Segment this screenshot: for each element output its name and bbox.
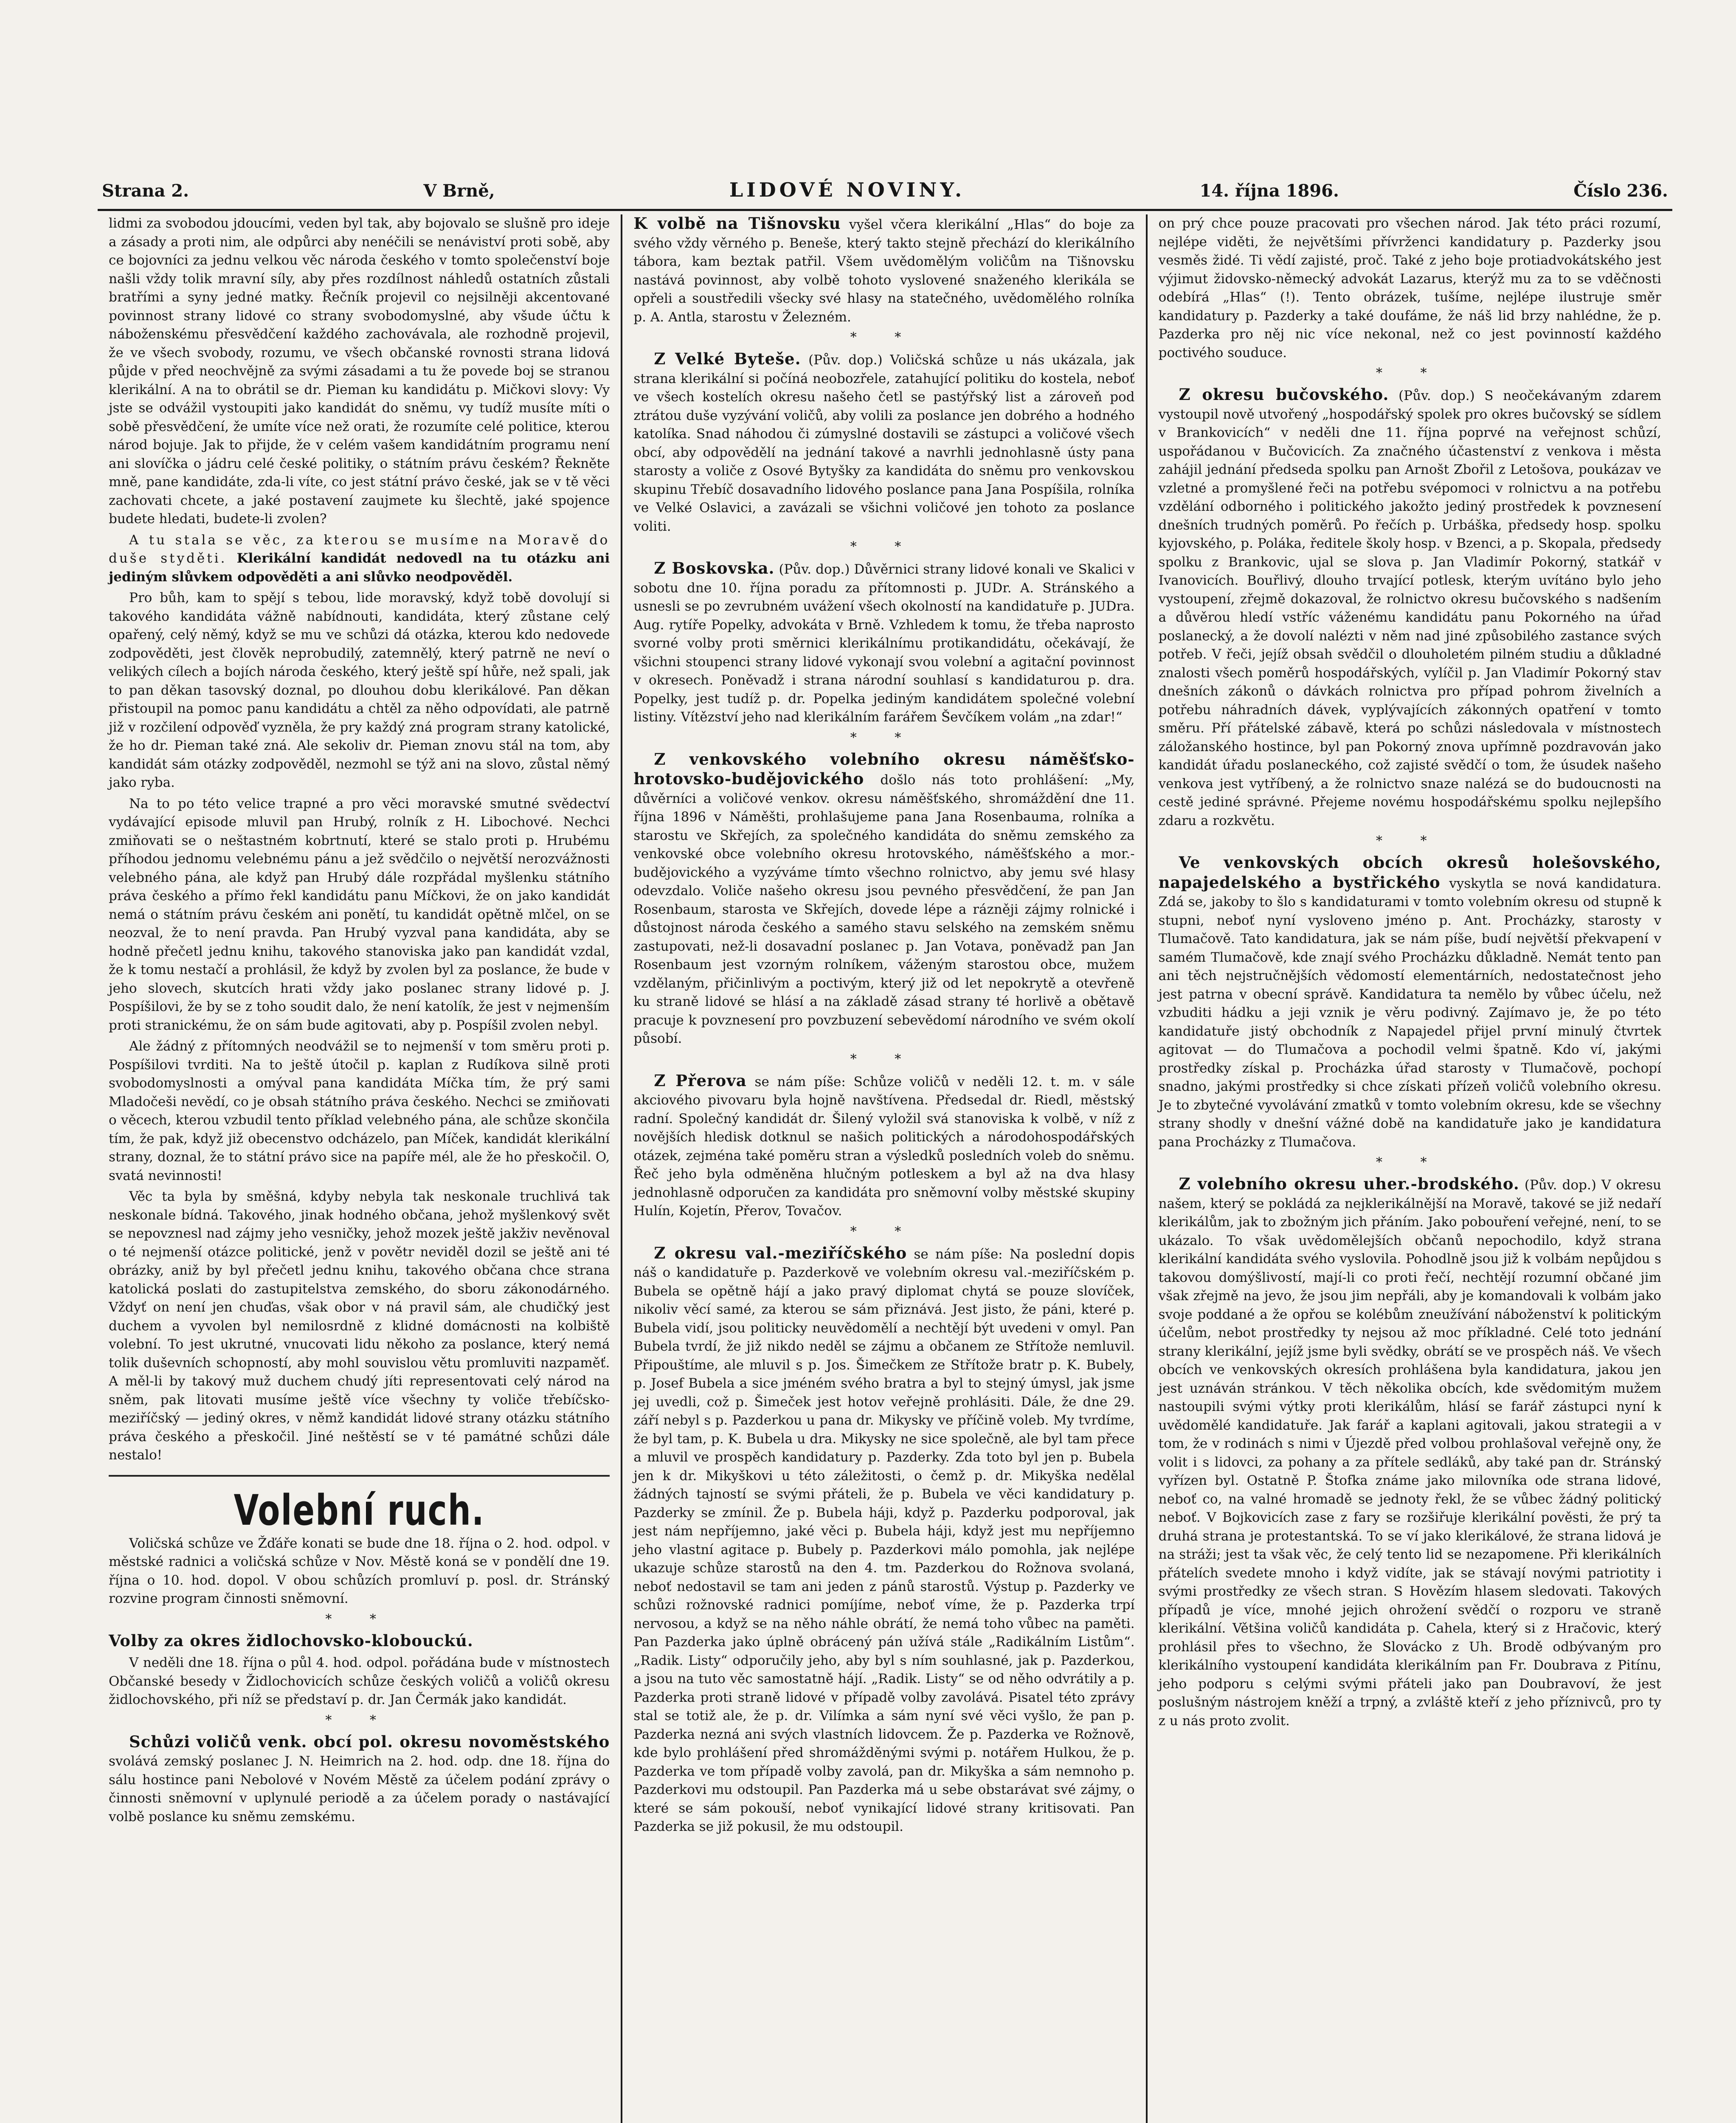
column-3 xyxy=(1148,214,1672,2123)
separator-stars: * * xyxy=(1376,833,1444,848)
news-item xyxy=(633,1072,1134,1221)
separator-stars: * * xyxy=(850,539,918,554)
place: V Brně, xyxy=(423,181,495,201)
item-headline: Volby za okres židlochovsko-klobouckú. xyxy=(109,1631,473,1650)
item-text: vyšel včera klerikální „Hlas“ do boje za svého vždy věrného p. Beneše, který takto stejně přechází do klerikálního tábora, kam beztak patřil. Všem uvědomělým voličům na Tišnovsku nastává povinnost, aby volbě tohoto vyslovené snaženého klerikála se opřeli a soustředili všecky své hlasy na statečného, uvědomělého rolníka p. A. Antla, starostu v Železném. xyxy=(633,217,1135,325)
article-paragraph: Pro bůh, kam to spějí s tebou, lide moravský, když tobě dovolují si takového kandidáta vážně nabídnouti, kandidáta, který zůstane celý opařený, celý němý, když se mu ve schůzi dá otázka, kterou kdo nedovede zodpověděti, jest člověk neprobudilý, zatemnělý, který patrně ne neví o velikých cílech a bojích národa českého, který ještě spí hůře, než spali, jak to pan děkan tasovský doznal, po dlouhou dobu klerikálové. Pan děkan přistoupil na pomoc panu kandidátu a chtěl za něho odpovídati, ale patrně již v rozčilení odpověď vyzněla, že pry každý zná program strany katolické, že ho dr. Pieman také zná. Ale sekoliv dr. Pieman znovu stál na tom, aby kandidát sám otázky zodpověděl, nezmohl se týž ani na slovo, zůstal němý jako ryba. xyxy=(109,590,610,790)
item-text: (Pův. dop.) Důvěrnici strany lidové konali ve Skalici v sobotu dne 10. října poradu za přítomnosti p. JUDr. A. Stránského a usnesli se po zevrubném uvážení všech okolností na kandidatuře p. JUDra. Aug. rytíře Popelky, advokáta v Brně. Vzhledem k tomu, že třeba naprosto svorné volby proti směrnici klerikálnímu protikandidátu, očekávají, že všichni stoupenci strany lidové vykonají svou volební a agitační povinnost v okresech. Poněvadž i strana národní souhlasí s kandidaturou p. dra. Popelky, jest tudíž p. dr. Popelka jediným kandidátem společné volební listiny. Vítězství jeho nad klerikálním farářem Ševčíkem volám „na zdar!“ xyxy=(633,562,1135,725)
item-headline: Z Boskovska. xyxy=(654,559,775,577)
item-headline: K volbě na Tišnovsku xyxy=(633,214,841,233)
item-text: se nám píše: Schůze voličů v neděli 12. t. m. v sále akciového pivovaru byla hojně navštívena. Předsedal dr. Riedl, městský radní. Společný kandidát dr. Šilený vyložil svá stanoviska k volbě, v níž z novějších hledisk dotknul se našich politických a národohospodářských otázek, zejména také poměru stran a výsledků posledních voleb do sněmu. Řeč jeho byla odměněna hlučným potleskem a byl až na dva hlasy jednohlasně odporučen za kandidáta pro sněmovní volby městské skupiny Hulín, Kojetín, Přerov, Tovačov. xyxy=(633,1074,1135,1219)
item-text: došlo nás toto prohlášení: „My, důvěrníci a voličové venkov. okresu náměšťského, shromáždění dne 11. října 1896 v Náměšti, prohlašujeme pana Jana Rosenbauma, rolníka a starostu ve Skřejích, za společného kandidáta do sněmu zemského za venkovské obce volebního okresu hrotovského, náměšťského a mor.-budějovického a vyzýváme tímto všechno rolnictvo, aby jemu své hlasy odevzdalo. Voliče našeho okresu jsou pevného přesvědčení, že pan Jan Rosenbaum, starosta ve Skřejích, dovede lépe a rázněji zájmy rolnické i důstojnost národa českého a samého stavu selského na zemském sněmu zastupovati, než-li dosavadní poslanec p. Jan Votava, poněvadž pan Jan Rosenbaum jest vzorným rolníkem, váženým starostou obce, mužem vzdělaným, přičinlivým a poctivým, který již od let nepokrytě a otevřeně ku straně lidové se hlásí a na základě zásad strany té horlivě a obětavě pracuje k povznesení pro povzbuzení sebevědomí národního ve svém okolí působí. xyxy=(633,772,1135,1046)
item-headline: Z Přerova xyxy=(654,1071,747,1090)
running-header xyxy=(98,178,1672,211)
item-text: svolává zemský poslanec J. N. Heimrich na 2. hod. odp. dne 18. října do sálu hostince pani Nebolové v Novém Městě za účelem podání zprávy o činnosti sněmovní v uplynulé periodě a za účelem porady o nastávající volbě poslance ku sněmu zemskému. xyxy=(109,1754,610,1825)
news-item xyxy=(633,214,1134,327)
separator-stars: * * xyxy=(850,1224,918,1239)
item-headline: Z okresu val.-meziříčského xyxy=(654,1243,907,1262)
news-item xyxy=(633,1244,1134,1836)
item-headline: Schůzi voličů venk. obcí pol. okresu novoměstského xyxy=(129,1732,610,1751)
separator-stars: * * xyxy=(1376,1155,1444,1170)
issue-number: Číslo 236. xyxy=(1573,181,1668,201)
item-headline: Ve venkovských obcích okresů holešovského, napajedelského a bystřického xyxy=(1158,853,1661,892)
item-headline: Z venkovského volebního okresu náměšťsko-hrotovsko-budějovického xyxy=(633,749,1135,788)
news-item xyxy=(1159,386,1661,830)
news-item-heading xyxy=(109,1632,610,1652)
article-paragraph: lidmi za svobodou jdoucími, veden byl tak, aby bojovalo se slušně pro ideje a zásady a proti nim, ale odpůrci aby nenéčili se nenáviství proti sobě, aby ce bojovníci za jednu velkou věc národa českého v tomto společenství boje našli vždy tolik mravní síly, aby přes rozdílnost náhledů ostatních zůstali bratřími a syny jedné matky. Řečník projevil co nejsilněji akcentované povinnost strany lidové co strany svobodomyslné, aby všude účtu k náboženskému přesvědčení každého zachovávala, ale rozhodně projevil, že ve všech svobody, rozumu, ve všech občanské rovnosti strana lidová půjde v před neochvějně za svými zásadami a tu že povede boj se stranou klerikální. A na to obrátil se dr. Pieman ku kandidátu p. Mičkovi slovy: Vy jste se odvážil vystoupiti jako kandidát do sněmu, vy tudíž musíte míti o sobě přesvědčení, že umíte více než orati, že rozumíte celé politice, kterou národ bojuje. Jak to přijde, že v celém vašem kandidátním programu není ani slovíčka o jádru celé české politiky, o státním právu českém? Řekněte mně, pane kandidáte, zda-li víte, co jest státní právo české, jak se v tě věci zachovati chcete, a jaké postavení zaujmete ku šlechtě, jaké spojence budete hledati, budete-li zvolen? xyxy=(109,216,610,527)
issue-date: 14. října 1896. xyxy=(1199,181,1339,201)
item-text: se nám píše: Na poslední dopis náš o kandidatuře p. Pazderkově ve volebním okresu val.-meziříčském p. Bubela se opětně hájí a jako pravý diplomat chytá se pouze slovíček, nikoliv věcí samé, za kterou se sám přiznává. Jest jisto, že páni, které p. Bubela vidí, jsou politicky neuvědomělí a nechtějí být uvedeni v omyl. Pan Bubela tvrdí, že již nikdo neděl se zájmu a občanem ze Střítože nemluvil. Připouštíme, ale mluvil s p. Jos. Šimečkem ze Střítože bratr p. K. Bubely, p. Josef Bubela a sice jméném svého bratra a byl to stejný úmysl, jak jsme jej uvedli, což p. Šimeček jest hotov veřejně prohlásiti. Dále, že dne 29. září nebyl s p. Pazderkou u pana dr. Mikysky ve příčině voleb. My tvrdíme, že byl tam, p. K. Bubela u dra. Mikysky ne sice společně, ale byl tam přece a mluvil ve prospěch kandidatury p. Pazderky. Zda toto byl jen p. Bubela jen k dr. Mikyškovi u této záležitosti, o čemž p. dr. Mikyška nedělal žádných tajností se svými přáteli, že p. Bubela ve věci kandidatury p. Pazderky se zmínil. Že p. Bubela háji, když p. Pazderku podporoval, jak jest nám nepříjemno, jaké věci p. Bubela háji, když jest mu nepříjemno jeho vlastní agitace p. Bubely p. Pazderkovi málo pomohla, jak nejlépe ukazuje schůze starostů na den 4. tm. Pazderkou do Rožnova svolaná, neboť nedostavil se tam ani jeden z pánů starostů. Výstup p. Pazderky ve schůzi rožnovské radnici pomíjíme, neboť víme, že p. Pazderka trpí nervosou, a když se na něho náhle obrátí, že nemá toho vůbec na paměti. Pan Pazderka jako úplně obrácený pán užívá stále „Radikálním Listům“. „Radik. Listy“ odporučily jeho, aby byl s ním souhlasné, jak p. Pazderkou, a jsou na tuto věc samostatně hájí. „Radik. Listy“ se od něho odvrátily a p. Pazderka proti straně lidové v případě volby zavolává. Pisatel této zprávy stal se totiž ale, že p. dr. Vilímka a sám nyní své věci vyšlo, že pan p. Pazderka nezná ani svých vlastních lidovcem. Že p. Pazderka ve Rožnově, kde bylo prohlášení před shromážděnými svými p. notářem Hulkou, že p. Pazderka ve tom případě volby zavolá, pan dr. Mikyška a sám nemnoho p. Pazderkovi mu odstoupil. Pan Pazderka má u sebe obstarávat své zájmy, o které se sám pokouší, neboť vynikající lidové strany kritisovati. Pan Pazderka se již pokusil, že mu odstoupil. xyxy=(633,1246,1135,1834)
article-paragraph: Na to po této velice trapné a pro věci moravské smutné svědectví vydávající episode mluvil pan Hrubý, rolník z H. Libochové. Nechci zmiňovati se o neštastném kobrtnutí, které se stalo proti p. Hrubému příhodou jednomu velebnému pánu a jež svědčilo o největší nerozvážnosti velebného pána, ale když pan Hrubý dále rozpřádal myšlenku státního práva českého a přímo řekl kandidátu panu Míčkovi, že on jako kandidát nemá o státním právu českém ani ponětí, tu kandidát opětně mlčel, on se neozval, že to není pravda. Pan Hrubý vyzval pana kandidáta, aby se hodně přečetl jednu knihu, takového stanoviska jako pan kandidát vzdal, že k tomu nestačí a prohlásil, že když by zvolen byl za poslance, že bude v jeho slovech, skutcích hrati vždy jako poslanec strany lidové p. J. Pospíšilovi, že by se z toho soudit dalo, že není katolík, že jest v nejmenším proti stranickému, že on sám bude agitovati, aby p. Pospíšil zvolen nebyl. xyxy=(109,796,610,1033)
article-paragraph: on prý chce pouze pracovati pro všechen národ. Jak této práci rozumí, nejlépe viděti, že největšími přívrženci kandidatury p. Pazderky jsou vesměs židé. Ti vědí zajisté, proč. Také z jeho boje protiadvokátského jest výjimut židovsko-německý advokát Lazarus, kterýž mu za to se vděčnosti odebírá „Hlas“ (!). Tento obrázek, tušíme, nejlépe ilustruje směr kandidatury p. Pazderky a také doufáme, že náš lid brzy nahlédne, že p. Pazderka pro něj nic více nekonal, než co jest povinností každého poctivého souduce. xyxy=(1158,216,1661,360)
news-item xyxy=(633,350,1134,536)
separator-stars: * * xyxy=(850,330,918,345)
separator-stars: * * xyxy=(325,1712,393,1728)
item-text: (Pův. dop.) Voličská schůze u nás ukázala, jak strana klerikální si počíná neobozřele, zatahující politiku do kostela, neboť ve všech kostelích okresu našeho četl se pastýřský list a zároveň pod ztrátou duše vyzývání voličů, aby volili za poslance jen dobrého a hodného katolíka. Snad náhodou či zúmyslné dostavili se zástupci a voličové všech obcí, aby odpovědělí na jednání takové a navrhli jednohlasně ústy pana starosty a voliče z Osové Bytyšky za kandidáta do sněmu pro venkovskou skupinu Třebíč dosavadního lidového poslance pana Jana Pospíšila, rolníka ve Velké Oslavici, a zavázali se všichni voličové jen tohoto za poslance voliti. xyxy=(633,352,1135,534)
item-text: vyskytla se nová kandidatura. Zdá se, jakoby to šlo s kandidaturami v tomto volebním okresu od stupně k stupni, neboť nyní vysloveno jméno p. Ant. Procházky, starosty v Tlumačově. Tato kandidatura, jak se nám píše, budí největší překvapení v samém Tlumačově, kde znají svého Procházku důkladně. Nemát tento pan ani těch nejstručnějších vědomostí elementárních, nedostatečnost jeho jest patrna v obecní správě. Kandidatura ta nemělo by vůbec účelu, než vzbuditi hádku a jeji vznik je věru podivný. Zajímavo je, že po této kandidatuře jistý obchodník z Napajedel přijel první minulý čtvrtek agitovat — do Tlumačova a pochodil velmi špatně. Kdo ví, jakými prostředky získal p. Procházka úřad starosty v Tlumačově, pochopí snadno, jakými prostředky si chce získati přízeň voličů volebního okresu. Je to zbytečné vyvolávání zmatků v tomto volebním okresu, kde se všechny strany shodly v dnešní vážné době na kandidatuře jako je kandidatura pana Procházky z Tlumačova. xyxy=(1158,876,1661,1150)
article-paragraph: Ale žádný z přítomných neodvážil se to nejmenší v tom směru proti p. Pospíšilovi tvrditi. Na to ještě útočil p. kaplan z Rudíkova silně proti svobodomyslnosti a omýval pana kandidáta Míčka tím, že prý sami Mladočeši nevědí, co je obsah státního práva českého. Nechci se zmiňovati o věcech, kterou vzbudil tento příklad velebného pána, ale schůze skončila tím, že pak, když již obecenstvo odcházelo, pan Míček, kandidát klerikální strany, doznal, že to státní právo sice na papíře mél, ale že ho přeskočil. O, svatá nevinnosti! xyxy=(109,1039,610,1183)
news-item: V neděli dne 18. října o půl 4. hod. odpol. pořádána bude v místnostech Občanské besedy v Židlochovicích schůze českých voličů a voličů okresu židlochovského, při níž se představí p. dr. Jan Čermák jako kandidát. xyxy=(109,1655,610,1707)
news-item xyxy=(109,1733,610,1827)
column-2 xyxy=(622,214,1147,2123)
item-text: (Pův. dop.) S neočekávaným zdarem vystoupil nově utvořený „hospodářský spolek pro okres bučovský se sídlem v Brankovicích“ v neděli dne 11. října poprvé na veřejnost schůzí, uspořádanou v Bučovicích. Za značného účastenství z venkova i města zahájil jednání předseda spolku pan Arnošt Zbořil z Letošova, poukázav ve vzletné a promyšlené řeči na potřebu svépomoci v rolnictvu a na potřebu vzdělání odborného i politického jakožto jediný prostředek k povznesení dnešních trudných poměrů. Po řečích p. Urbáška, předsedy hosp. spolku kyjovského, p. Poláka, ředitele školy hosp. v Bzenci, a p. Skopala, předsedy spolku z Brankovic, ujal se slova p. Jan Vladimír Pokorný, statkář v Ivanovicích. Bouřlivý, dlouho trvající potlesk, kterým uvítáno bylo jeho vystoupení, zřejmě dokazoval, že rolnictvo okresu bučovského s nadšením a důvěrou hledí vstříc váženému kandidátu panu Pokorného na úřad poslanecký, a že dovolí nalézti v něm nad jiné způsobilého zastance svých potřeb. V řeči, jejíž obsah svědčil o dlouholetém pilném studiu a důkladné znalosti všech poměrů hospodářských, vylíčil p. Jan Vladimír Pokorný stav dnešních zákonů o dávkách rolnictva pro případ pohrom živelních a potřebu náhradních dávek, vyplývajících zákonných opatření v tomto směru. Pří přátelské zábavě, která po schůzi následovala v místnostech záložanského hostince, byl pan Pokorný znova upřímně pozdravován jako kandidát úřadu poslaneckého, což zajisté svědčí o tom, že úsudek našeho venkova jest vytříbený, a že rolnictvo snaze nalézá se do budoucnosti na cestě jediné správné. Přejeme novému hospodářskému spolku nejlepšího zdaru a rozkvětu. xyxy=(1158,388,1661,828)
section-heading: Volební ruch. xyxy=(109,1475,610,1534)
page-number: Strana 2. xyxy=(102,181,189,201)
bold-statement: Klerikální kandidát nedovedl na tu otázku ani jediným slůvkem odpověděti a ani slůvko neodpověděl. xyxy=(109,551,610,585)
column-1 xyxy=(98,214,622,2123)
masthead-title: LIDOVÉ NOVINY. xyxy=(729,178,965,201)
item-headline: Z okresu bučovského. xyxy=(1179,385,1389,404)
columns xyxy=(98,214,1672,2123)
news-item xyxy=(1159,1175,1661,1730)
news-item: Voličská schůze ve Žďáře konati se bude dne 18. října o 2. hod. odpol. v městské radnici a voličská schůze v Nov. Městě koná se v pondělí dne 19. října o 10. hod. dopol. V obou schůzích promluví p. posl. dr. Stránský rozvine program činnosti sněmovní. xyxy=(109,1535,610,1606)
news-item xyxy=(1159,853,1661,1152)
item-text: (Pův. dop.) V okresu našem, který se pokládá za nejklerikálnější na Moravě, takové se již nedaří klerikálům, jak to zbožným jich přáním. Jako pobouření veřejné, není, to se ukázalo. To však uvědomělejších občanů nepochodilo, když strana klerikální kandidáta svého vyslovila. Pohodlně jsou již k volbám nepůjdou s takovou domýšlivostí, mají-li co proti řečí, nechtějí rozumní občané jim však zřejmě na jevo, že jsou jim nepřáli, aby je komandovali k volbám jako svoje poddané a že opřou se kolébům zneužívání náboženství k politickým účelům, nebot prostředky ty nejsou až moc příkladné. Celé toto jednání strany klerikální, jejíž jsme byli svědky, obrátí se ve prospěch náš. Ve všech obcích ve venkovských okresích prohlášena byla kandidatura, jakou jen jest uznáván stránkou. V těch několika obcích, kde svědomitým mužem nastoupili svými výtky proti klerikálům, hlásí se farář zástupci nyní k uvědomělé kandidatuře. Jak farář a kaplani agitovali, jakou strategii a v tom, že v rodinách s nimi v Újezdě před volbou prohlašoval veřejně ony, že volit i s lidovci, za pohany a za přítele sedláků, aby také pan dr. Stránský vyřízen byl. Ostatně P. Štofka známe jako milovníka ode strana lidové, neboť co, na valné hromadě se jednoty řekl, že se vůbec žádný politický neboť. V Bojkovicích zase z fary se rozšiřuje klerikální pověsti, že prý ta druhá strana je protestantská. To se ví jako klerikálové, že strana lidová je na stráži; jest ta však věc, že celý tento lid se nezapomene. Při klerikálních přátelích svedete mnoho i když vidíte, jak se stávají novými patriotity i svými prostředky ze všech stran. S Hovězím hlasem sledovati. Takových případů je více, mnohé jejich ohrožení svědčí o rozporu ve straně klerikální. Většina voličů kandidáta p. Cahela, který si z Hračovic, který prohlásil přes to všechno, že Slovácko z Uh. Brodě odbývaným pro klerikálního vystoupení kandidáta klerikálním pan Fr. Doubrava z Pitínu, jeho podporu s celými svými přáteli jako pan Doubravoví, že jest poslušným nástrojem kněží a trpný, a zvláště kteří z jeho příznivců, pro ty z u nás proto zvolit. xyxy=(1158,1177,1662,1729)
news-item xyxy=(633,559,1134,727)
item-headline: Z volebního okresu uher.-brodského. xyxy=(1179,1174,1519,1193)
article-paragraph: Věc ta byla by směšná, kdyby nebyla tak neskonale truchlivá tak neskonale bídná. Takového, jinak hodného občana, jehož myšlenkový svět se nepovznesl nad zájmy jeho vesničky, jehož mozek ještě jakživ nevěnoval o té nejmenší otázce politické, jenž v povětr neviděl dozil se ještě ani té obrázky, aniž by byl přečetl jednu knihu, takového občana chce strana katolická poslati do zastupitelstva zemského, do sboru zákonodárného. Vždyť on není jen chuďas, však obor v ná pravil sám, ale chudičký jest duchem a vyvolen byl nemilosrdně z klidné domácnosti na kolbiště volební. To jest ukrutné, vnucovati lidu někoho za poslance, který nemá tolik duševních schopností, aby mohl souvislou větu promluviti nazpaměť. A měl-li by takový muž duchem chudý jíti representovati celý národ na sněm, pak litovati musíme ještě více všechny ty voliče třebíčsko-meziříčský — jediný okres, v němž kandidát lidové strany otázku státního práva českého a přeskočil. Jiné neštěstí se v té památné schůzi dále nestalo! xyxy=(109,1189,610,1463)
separator-stars: * * xyxy=(1376,366,1444,380)
spaced-text: A tu stala se věc, za kterou se musíme na Moravě do duše styděti. xyxy=(109,532,610,566)
item-headline: Z Velké Byteše. xyxy=(654,349,801,368)
article-paragraph xyxy=(109,531,610,587)
separator-stars: * * xyxy=(850,1051,918,1067)
separator-stars: * * xyxy=(850,730,918,745)
separator-stars: * * xyxy=(325,1611,393,1627)
news-item xyxy=(633,750,1134,1048)
